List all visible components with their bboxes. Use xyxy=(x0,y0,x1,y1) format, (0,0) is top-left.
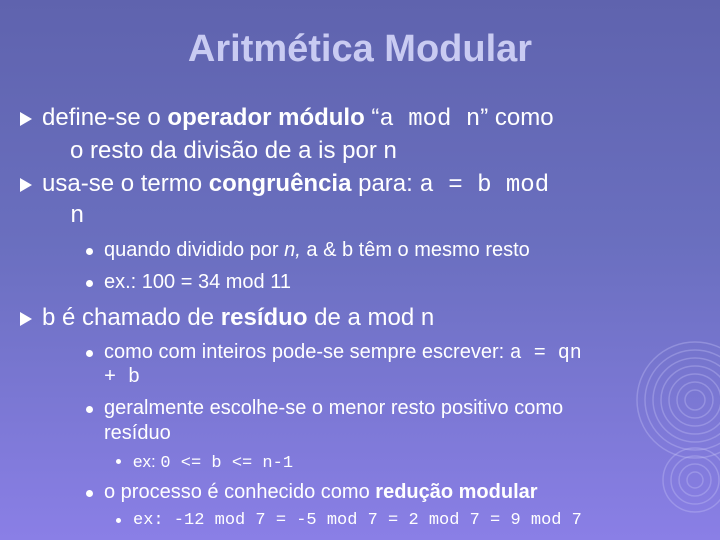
arrow-bullet-icon xyxy=(20,312,32,326)
bullet-3-sub-3 xyxy=(104,481,538,504)
dot-bullet-icon xyxy=(86,248,93,255)
bullet-3-sub-1 xyxy=(104,341,582,365)
text: define-se o xyxy=(42,104,168,131)
text: o processo é conhecido como xyxy=(104,481,376,503)
bullet-3-sub-1-line-2: + b xyxy=(104,366,141,389)
code-text: a mod n xyxy=(379,106,481,133)
bullet-1-line-1 xyxy=(42,104,554,133)
dot-bullet-icon xyxy=(86,350,93,357)
small-dot-bullet-icon xyxy=(116,459,121,464)
slide-title: Aritmética Modular xyxy=(187,28,533,70)
bullet-2-line-2: n xyxy=(70,203,85,230)
dot-bullet-icon xyxy=(86,406,93,413)
text: “ xyxy=(364,104,380,131)
italic-text: n, xyxy=(284,239,301,261)
swirl-decoration-icon xyxy=(600,330,720,530)
text: a & b têm o mesmo resto xyxy=(300,239,530,261)
bold-term: congruência xyxy=(208,170,352,197)
bullet-3-sub-2: geralmente escolhe-se o menor resto positivo como xyxy=(104,397,564,419)
bold-term: redução modular xyxy=(375,481,538,503)
text: como com inteiros pode-se sempre escrever: xyxy=(104,341,510,363)
code-text: a = qn xyxy=(509,342,582,365)
bullet-3-sub-2-line-2: resíduo xyxy=(104,422,171,444)
code-text: a = b mod xyxy=(419,172,550,199)
text: b é chamado de xyxy=(42,304,221,331)
bullet-3-sub-3-example: ex: -12 mod 7 = -5 mod 7 = 2 mod 7 = 9 mod 7 xyxy=(133,511,582,530)
bold-term: resíduo xyxy=(220,304,308,331)
dot-bullet-icon xyxy=(86,490,93,497)
bullet-2-sub-2: ex.: 100 = 34 mod 11 xyxy=(104,271,291,293)
code-text: 0 <= b <= n-1 xyxy=(160,454,294,473)
bullet-2-sub-1 xyxy=(104,239,530,262)
bullet-3-sub-2-example xyxy=(133,452,293,473)
text: usa-se o termo xyxy=(42,170,209,197)
arrow-bullet-icon xyxy=(20,178,32,192)
text: ex: xyxy=(133,452,161,471)
bullet-2-line-1 xyxy=(42,170,549,199)
text: quando dividido por xyxy=(104,239,285,261)
bullet-1-line-2: o resto da divisão de a is por n xyxy=(70,137,397,164)
text: para: xyxy=(351,170,420,197)
small-dot-bullet-icon xyxy=(116,518,121,523)
arrow-bullet-icon xyxy=(20,112,32,126)
bold-term: operador módulo xyxy=(167,104,365,131)
text: ” como xyxy=(480,104,554,131)
bullet-3-line-1 xyxy=(42,304,434,332)
text: de a mod n xyxy=(307,304,435,331)
dot-bullet-icon xyxy=(86,280,93,287)
